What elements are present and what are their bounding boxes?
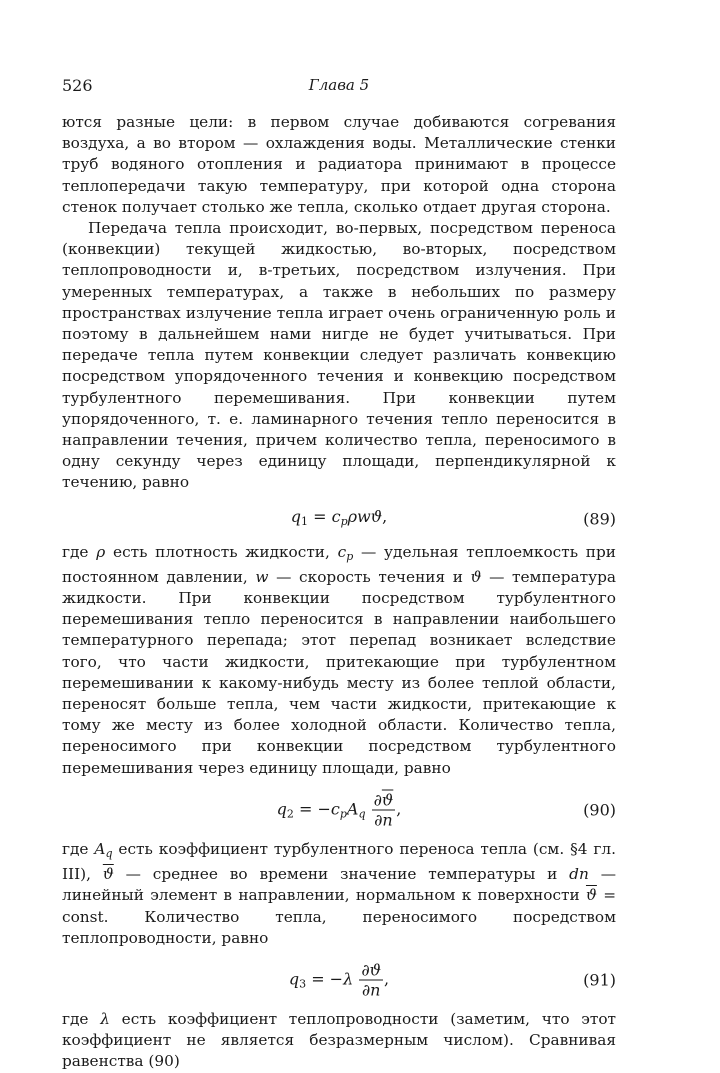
- formula-91: [62, 953, 616, 1007]
- chapter-title: Глава 5: [308, 76, 370, 94]
- equation-number-89: (89): [583, 509, 616, 529]
- equation-number-90: (90): [583, 800, 616, 820]
- paragraph-after-91: где λ есть коэффициент теплопроводности (заметим, что этот коэффициент не является безразмерным числом). Сравнивая равенства (90): [62, 1009, 616, 1071]
- paragraph-continuation: ются разные цели: в первом случае добиваются согревания воздуха, а во втором — охлаждения воды. Металлические стенки труб водяного отопления и радиатора принимают в процессе теплопередачи такую температуру, при которой одна сторона стенок получает столько же тепла, сколько отдает другая сторона.: [62, 113, 616, 216]
- formula-89-expression: $q_1 = c_p\rho wϑ$,: [290, 506, 388, 528]
- formula-91-expression: $q_3 = -\lambda$ $\frac{\partial ϑ}{\partial n}$ ,: [288, 960, 390, 1000]
- equation-number-91: (91): [583, 970, 616, 990]
- body-text: [62, 112, 616, 1073]
- paragraph-heat-transfer: Передача тепла происходит, во-первых, посредством переноса (конвекции) текущей жидкостью, во-вторых, посредством теплопроводности и, в-третьих, посредством излучения. При умеренных температурах, а также в небольших по размеру пространствах излучение тепла играет очень ограниченную роль и поэтому в дальнейшем нами нигде не будет учитываться. При передаче тепла путем конвекции следует различать конвекцию посредством упорядоченного течения и конвекцию посредством турбулентного перемешивания. При конвекции путем упорядоченного, т. е. ламинарного течения тепло переносится в направлении течения, причем количество тепла, переносимого в одну секунду через единицу площади, перпендикулярной к течению, равно: [62, 219, 616, 492]
- paragraph-after-90: где $A_q$ есть коэффициент турбулентного переноса тепла (см. §4 гл. III), $\overline{ϑ}$ — среднее во времени значение температуры и dn — линейный элемент в направлении, нормальном к поверхности $\overline{ϑ}$ = const. Количество тепла, переносимого посредством теплопроводности, равно: [62, 839, 617, 947]
- formula-90-expression: $q_2 = -c_pA_q$ $\frac{\partial\overline{ϑ}}{\partial n}$ ,: [276, 790, 402, 830]
- paragraph-after-89: где ρ есть плотность жидкости, $c_p$ — удельная теплоемкость при постоянном давлении, w — скорость течения и ϑ — температура жидкости. При конвекции посредством турбулентного перемешивания тепло переносится в направлении наибольшего температурного перепада; этот перепад возникает вследствие того, что части жидкости, притекающие при турбулентном перемешивании к какому-нибудь месту из более теплой области, переносят больше тепла, чем части жидкости, притекающие к тому же месту из более холодной области. Количество тепла, переносимого при конвекции посредством турбулентного перемешивания через единицу площади, равно: [62, 542, 616, 777]
- page-number: 526: [62, 76, 93, 95]
- formula-90: [62, 783, 616, 837]
- formula-89: [62, 498, 616, 540]
- page-header: [62, 76, 616, 98]
